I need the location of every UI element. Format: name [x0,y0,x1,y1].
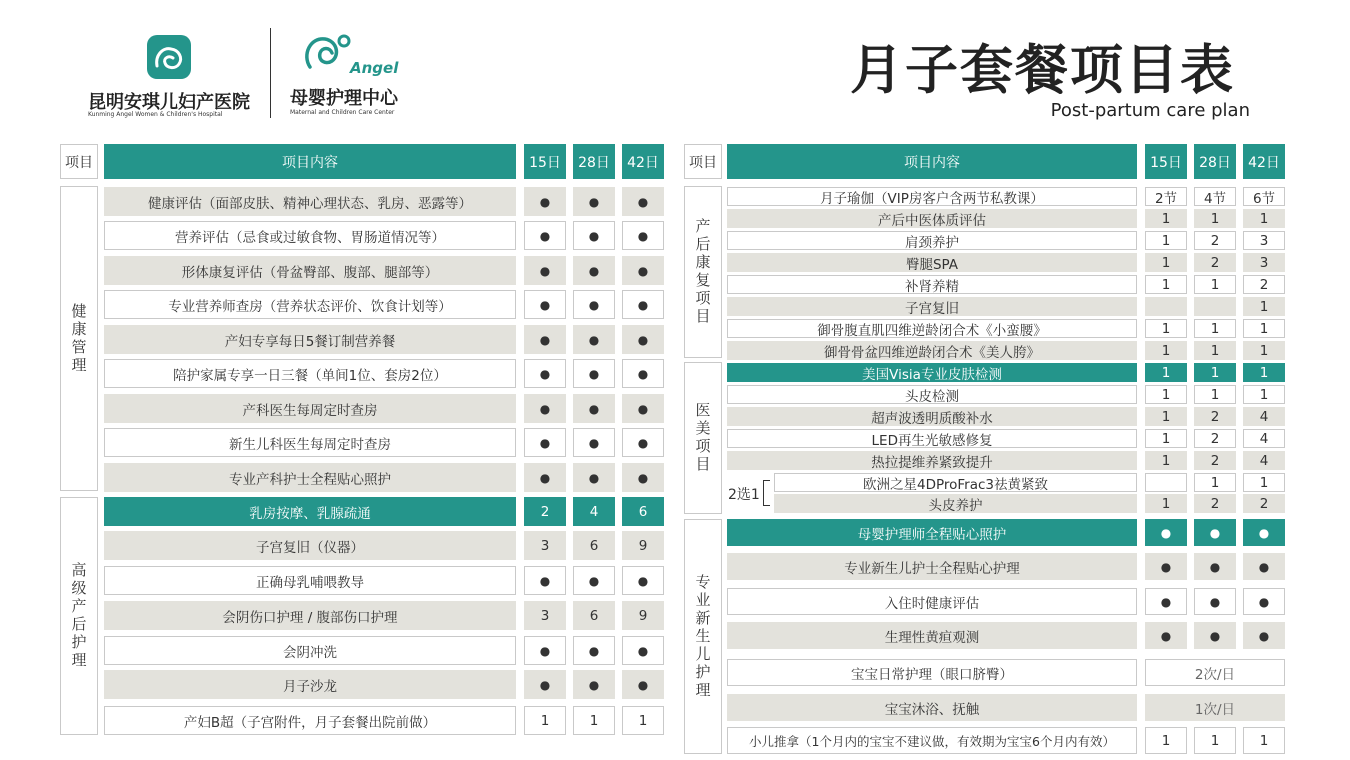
group-label: 产后康复项目 [693,218,712,326]
row-value: ● [1243,553,1285,580]
row-value: ● [622,359,664,388]
right-group-newborn [684,519,722,754]
row-value: 1 [1145,341,1187,360]
row-value: ● [524,394,566,423]
row-name: 头皮检测 [727,385,1137,404]
left-header-28: 28日 [573,144,615,179]
row-name: 热拉提维养紧致提升 [727,451,1137,470]
row-value: 2 [1194,429,1236,448]
row-value: 3 [1243,253,1285,272]
row-value: 1 [1145,231,1187,250]
row-value: ● [1194,519,1236,546]
row-value: 1 [1194,363,1236,382]
group-label: 高级产后护理 [69,562,88,670]
row-value: 3 [524,531,566,560]
row-value: 1 [1194,473,1236,492]
row-name: 月子瑜伽（VIP房客户含两节私教课） [727,187,1137,206]
row-value: ● [622,256,664,285]
row-value: 3 [1243,231,1285,250]
row-value: 2节 [1145,187,1187,206]
row-value: ● [622,463,664,492]
row-value: 1 [573,706,615,735]
row-value [1194,297,1236,316]
left-group-health [60,186,98,491]
row-name: 营养评估（忌食或过敏食物、胃肠道情况等） [104,221,516,250]
page-title: 月子套餐项目表 [850,40,1235,101]
row-value: ● [622,221,664,250]
row-name: 欧洲之星4DProFrac3祛黄紧致 [774,473,1137,492]
page-subtitle: Post-partum care plan [1050,100,1250,121]
row-name: 生理性黄疸观测 [727,622,1137,649]
row-value: 2 [1194,407,1236,426]
row-value: 2 [524,497,566,526]
row-value: 1 [1194,319,1236,338]
row-name: 健康评估（面部皮肤、精神心理状态、乳房、恶露等） [104,187,516,216]
row-value: ● [524,187,566,216]
row-name: 产妇B超（子宫附件，月子套餐出院前做） [104,706,516,735]
row-value: 1 [1243,385,1285,404]
row-value: ● [622,670,664,699]
row-value: ● [1145,553,1187,580]
row-value: ● [573,670,615,699]
row-value: ● [524,670,566,699]
row-value: 2 [1194,253,1236,272]
row-name: 产妇专享每日5餐订制营养餐 [104,325,516,354]
center-en-name: Maternal and Children Care Center [290,109,395,116]
left-group-advanced [60,497,98,735]
row-value: 4 [1243,451,1285,470]
row-name: 正确母乳哺喂教导 [104,566,516,595]
row-value: 1 [1243,473,1285,492]
row-value: ● [622,290,664,319]
row-value: 1 [1145,275,1187,294]
center-name: 母婴护理中心 [290,88,398,109]
row-value: ● [573,463,615,492]
row-value: 6 [573,531,615,560]
row-name: 母婴护理师全程贴心照护 [727,519,1137,546]
row-value: 6节 [1243,187,1285,206]
right-group-rehab [684,186,722,358]
row-value: ● [1194,622,1236,649]
row-value: 1 [1194,209,1236,228]
row-value: ● [1145,588,1187,615]
row-value [1145,297,1187,316]
hospital-logo [145,33,193,81]
row-name: 超声波透明质酸补水 [727,407,1137,426]
row-value: 1 [1145,451,1187,470]
row-value: 2 [1194,231,1236,250]
row-value: ● [573,325,615,354]
row-value: ● [573,428,615,457]
center-brand: Angel [350,59,399,77]
left-header-item: 项目 [60,144,98,179]
group-label: 专业新生儿护理 [693,573,712,700]
row-name: 产科医生每周定时查房 [104,394,516,423]
row-name: 产后中医体质评估 [727,209,1137,228]
row-value: 1 [1194,275,1236,294]
row-name: 美国Visia专业皮肤检测 [727,363,1137,382]
row-name: 头皮养护 [774,494,1137,513]
row-value: 1 [1243,297,1285,316]
row-value: 9 [622,531,664,560]
row-value: 4节 [1194,187,1236,206]
row-value: ● [524,256,566,285]
row-value: 3 [524,601,566,630]
row-name: 月子沙龙 [104,670,516,699]
row-value: 2 [1243,494,1285,513]
row-value: ● [524,428,566,457]
row-value: ● [573,359,615,388]
row-value: ● [1243,622,1285,649]
row-name: 御骨腹直肌四维逆龄闭合术《小蛮腰》 [727,319,1137,338]
row-value: 1 [524,706,566,735]
row-name: 陪护家属专享一日三餐（单间1位、套房2位） [104,359,516,388]
row-value: ● [524,636,566,665]
row-value: ● [573,566,615,595]
row-name: 乳房按摩、乳腺疏通 [104,497,516,526]
row-value: ● [573,290,615,319]
choice-label: 2选1 [728,487,760,503]
row-value: ● [573,394,615,423]
left-header-content: 项目内容 [104,144,516,179]
row-name: 宝宝沐浴、抚触 [727,694,1137,721]
row-value: ● [1243,519,1285,546]
row-name: 专业新生儿护士全程贴心护理 [727,553,1137,580]
right-header-item: 项目 [684,144,722,179]
row-name: 宝宝日常护理（眼口脐臀） [727,659,1137,686]
row-value: ● [622,187,664,216]
logo-divider [270,28,271,118]
row-name: 补肾养精 [727,275,1137,294]
row-name: 小儿推拿（1个月内的宝宝不建议做，有效期为宝宝6个月内有效） [727,727,1137,754]
row-value: 1 [1243,341,1285,360]
row-value: 2 [1194,494,1236,513]
row-value: ● [573,221,615,250]
row-value [1145,473,1187,492]
right-header-42: 42日 [1243,144,1285,179]
row-value: 1 [1243,319,1285,338]
row-value: 6 [573,601,615,630]
row-value: 1 [1243,209,1285,228]
row-value: ● [524,566,566,595]
right-header-28: 28日 [1194,144,1236,179]
row-value: ● [622,636,664,665]
row-value: ● [622,428,664,457]
row-value: ● [622,325,664,354]
row-value: 1 [622,706,664,735]
row-value: 1 [1145,253,1187,272]
angel-logo-icon [300,27,355,77]
row-value: ● [573,187,615,216]
row-value: ● [573,636,615,665]
row-value: 2 [1243,275,1285,294]
row-value: ● [1194,553,1236,580]
row-value: 1 [1145,363,1187,382]
hospital-en-name: Kunming Angel Women & Children's Hospital [88,111,223,118]
row-value: ● [1243,588,1285,615]
row-value: 2 [1194,451,1236,470]
row-name: 子宫复旧 [727,297,1137,316]
row-value-merged: 1次/日 [1145,694,1285,721]
right-header-15: 15日 [1145,144,1187,179]
hospital-name: 昆明安琪儿妇产医院 [88,92,250,113]
row-value: ● [1145,519,1187,546]
row-name: 御骨骨盆四维逆龄闭合术《美人胯》 [727,341,1137,360]
row-value: ● [622,566,664,595]
left-header-42: 42日 [622,144,664,179]
row-value: ● [524,290,566,319]
row-value: 1 [1243,363,1285,382]
row-name: 臀腿SPA [727,253,1137,272]
row-value: ● [524,325,566,354]
row-value: 1 [1145,407,1187,426]
right-group-aesthetic [684,362,722,514]
row-value: 1 [1243,727,1285,754]
row-value: 4 [573,497,615,526]
row-name: 入住时健康评估 [727,588,1137,615]
row-name: 会阴冲洗 [104,636,516,665]
row-value: 9 [622,601,664,630]
row-value-merged: 2次/日 [1145,659,1285,686]
group-label: 医美项目 [693,402,712,474]
row-value: ● [524,463,566,492]
row-name: 形体康复评估（骨盆臀部、腹部、腿部等） [104,256,516,285]
row-value: 1 [1145,494,1187,513]
row-name: 肩颈养护 [727,231,1137,250]
row-value: 1 [1145,385,1187,404]
row-value: 4 [1243,407,1285,426]
row-value: 1 [1145,727,1187,754]
row-name: 新生儿科医生每周定时查房 [104,428,516,457]
row-value: 6 [622,497,664,526]
row-value: 1 [1145,209,1187,228]
row-value: ● [1194,588,1236,615]
row-value: ● [524,359,566,388]
row-value: 1 [1194,341,1236,360]
row-name: 专业营养师查房（营养状态评价、饮食计划等） [104,290,516,319]
row-name: 子宫复旧（仪器） [104,531,516,560]
row-value: ● [622,394,664,423]
row-value: 1 [1194,727,1236,754]
choice-bracket [763,480,770,506]
row-value: 1 [1145,319,1187,338]
left-header-15: 15日 [524,144,566,179]
right-header-content: 项目内容 [727,144,1137,179]
row-value: ● [573,256,615,285]
row-value: 4 [1243,429,1285,448]
group-label: 健康管理 [69,302,88,375]
row-value: ● [524,221,566,250]
row-value: 1 [1194,385,1236,404]
row-name: 会阴伤口护理 / 腹部伤口护理 [104,601,516,630]
row-name: LED再生光敏感修复 [727,429,1137,448]
row-value: ● [1145,622,1187,649]
row-name: 专业产科护士全程贴心照护 [104,463,516,492]
row-value: 1 [1145,429,1187,448]
